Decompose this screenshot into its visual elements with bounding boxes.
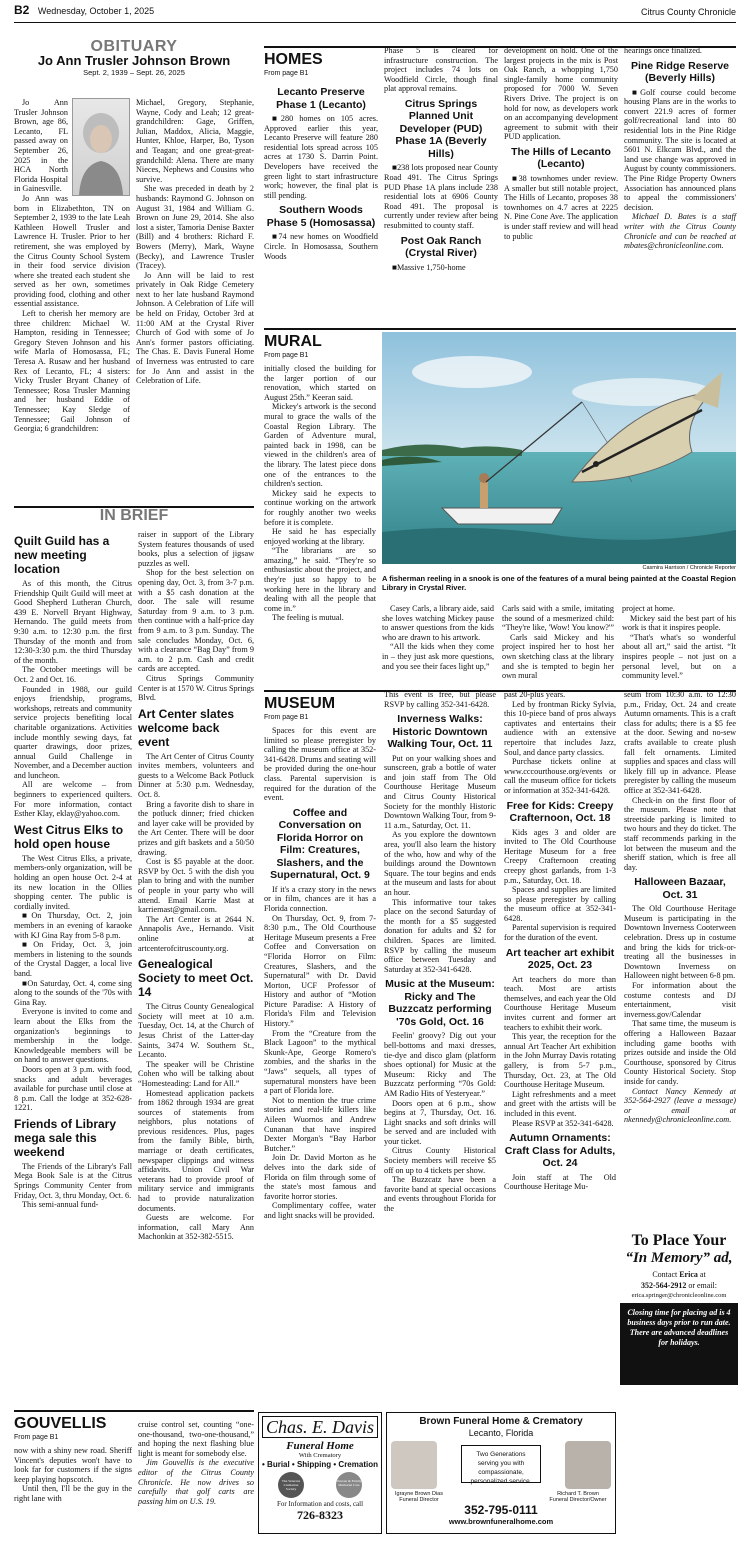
director-photo-right: [565, 1441, 611, 1489]
southern-heading: Southern Woods Phase 5 (Homosassa): [266, 204, 376, 229]
obit-para: Michael, Gregory, Stephanie, Wayne, Cody and Leah; 12 great-grandchildren: Gage, Griffen, Julian, Maddox, Alicia, Maggie, Hunter, Khloe, Harper, Bo, Tyson and Teagan; and one great-great-grandchild: Alena. There are many Nieces, Nephews and Cousins who survive.: [136, 98, 254, 184]
mural-photo: [382, 332, 736, 564]
davis-phone: 726-8323: [297, 1508, 343, 1522]
story-para: Carls said with a smile, imitating the sound of a mesmerized child: “They're like, 'Wow! You know?'”: [502, 604, 614, 633]
mural-col-b2: [502, 604, 614, 681]
story-para: This informative tour takes place on the second Saturday of the month for a $5 suggested donation for adults and $2 for children. Spaces are limited. RSVP by calling the museum office between Tuesday and Saturday at 352-341-6428.: [384, 897, 496, 974]
story-para: “The librarians are so amazing,” he said. “They're so enthusiastic about the project, and they're just so happy to be working here in the library and dealing with all the people that come in.”: [264, 546, 376, 613]
portrait-image: [73, 99, 129, 195]
museum-title: MUSEUM: [264, 690, 736, 713]
inbrief-col-1: [14, 530, 132, 1410]
museum-col-4: [624, 690, 736, 1210]
fisherman-mural-image: [382, 332, 736, 564]
brown-names: [387, 1491, 615, 1503]
story-para: initially closed the building for the larger portion of our renovation, which started on August 25th.” Keeran said.: [264, 364, 376, 402]
story-para: ■ 38 townhomes under review. A smaller but still notable project, The Hills of Lecanto, proposes 38 townhomes on 4.7 acres at 2225 N. Pine Cone Ave. The application is under staff review and will head to public: [504, 174, 618, 241]
story-para: Light refreshments and a meet and greet with the artists will be included in this event.: [504, 1089, 616, 1118]
brown-funeral-ad: [386, 1412, 616, 1534]
obituary-name: Jo Ann Trusler Johnson Brown: [37, 52, 231, 68]
brown-body: [387, 1439, 615, 1491]
inbrief-title: IN BRIEF: [99, 507, 169, 524]
story-para: Check-in on the first floor of the museum. Please note that streetside parking is limited to two hours and they do ticket. The staff recommends parking in the lot between the museum and the sheriff station, which is free all day.: [624, 795, 736, 872]
museum-tagline: Contact Nancy Kennedy at 352-564-2927 (leave a message) or email at nkennedy@chronicleonline.com.: [624, 1086, 736, 1125]
brief-para: Everyone is invited to come and learn about the Elks from the organization's beginnings to membership in the lodge. Knowledgeable members will be on hand to answer questions.: [14, 1007, 132, 1065]
memory-ad-contact: Contact Erica at: [652, 1270, 706, 1279]
memory-ad-email[interactable]: erica.springer@chronicleonline.com: [631, 1292, 727, 1299]
memorial-seal-icon: Veteran & Family Memorial Care: [336, 1472, 362, 1498]
autumn-heading: Autumn Ornaments: Craft Class for Adults, Oct. 24: [504, 1132, 616, 1170]
story-para: Join Dr. David Morton as he delves into the dark side of Florida on film through some of the state's most famous and favorite horror stories.: [264, 1153, 376, 1201]
story-para: Mickey said the best part of his work is that it inspires people.: [622, 613, 736, 633]
brief-para: The Friends of the Library's Fall Mega Book Sale is at the Citrus Springs Community Center from Friday, Oct. 3, thru Monday, Oct. 6.: [14, 1161, 132, 1200]
story-para: ■ Massive 1,750-home: [384, 263, 498, 273]
walk-heading: Inverness Walks: Historic Downtown Walking Tour, Oct. 11: [387, 713, 493, 751]
story-para: Kids ages 3 and older are invited to The Old Courthouse Heritage Museum for a free Creepy Crafternoon creating creepy ghost garlands, from 1-3 p.m., Saturday, Oct. 18.: [504, 827, 616, 885]
museum-col-3: [504, 690, 616, 1406]
story-para: ■ Golf course could become housing Plans are in the works to convert 221.9 acres of former golf/recreational land into 80 residential lots in the Pine Ridge community. The site is located at 5601 N. Elkcam Blvd., and the land use change was approved in August by county commissioners. The Pine Ridge Property Owners Association has announced plans to appeal the commissioners' decision.: [624, 88, 736, 213]
davis-name: Chas. E. Davis: [262, 1416, 378, 1438]
brief-para: The Citrus County Genealogical Society will meet at 10 a.m. Tuesday, Oct. 14, at the Church of Jesus Christ of the Latter-day Saints, 3474 W. Southern St., Lecanto.: [138, 1002, 254, 1060]
obituary-col-1-body: [14, 98, 130, 434]
brief-para: The speaker will be Christine Cohen who will be talking about “Homesteading: Land for All.”: [138, 1059, 254, 1088]
obituary-section-title: OBITUARY: [90, 38, 178, 55]
mural-from: From page B1: [264, 352, 309, 359]
homes-col-1: [264, 82, 378, 261]
memory-ad-phone: 352-564-2912 or email:: [641, 1281, 717, 1290]
davis-sub: Funeral Home: [286, 1440, 354, 1452]
story-para: “All the kids when they come in – they just ask more questions, and you see their faces light up,”: [382, 642, 494, 671]
genealogy-heading: Genealogical Society to meet Oct. 14: [138, 957, 254, 1000]
story-para: Join staff at The Old Courthouse Heritage Mu-: [504, 1172, 616, 1192]
story-para: ■ 238 lots proposed near County Road 491. The Citrus Springs PUD Phase 1A plans include 238 residential lots at 6906 County Road 491. The proposal is currently under review after being resubmitted to county staff.: [384, 163, 498, 230]
story-para: Carls said Mickey and his project inspired her to host her own sketching class at the library and she is tempted to begin her own mural: [502, 632, 614, 681]
brief-para: ■ On Saturday, Oct. 4, come sing along to the sounds of the '70s with Gina Ray.: [14, 979, 132, 1008]
davis-seals: [262, 1472, 378, 1498]
obituary-col-2: [136, 98, 254, 386]
header-rule: [14, 22, 736, 23]
story-para: This year, the reception for the annual Art Teacher Art exhibition in the John Murray Davis rotating gallery, is from 5-7 p.m., Thursday, Oct. 23, at The Old Courthouse Heritage Museum.: [504, 1032, 616, 1090]
elks-heading: West Citrus Elks to hold open house: [14, 822, 124, 851]
postoak-heading: Post Oak Ranch (Crystal River): [400, 234, 482, 260]
page-number: B2: [14, 3, 30, 17]
story-para: That same time, the museum is offering a Halloween Bazaar including game booths with prizes outside and inside the Old Courthouse, sponsored by Citrus County Historical Society. Stop inside for candy.: [624, 1019, 736, 1086]
obituary-photo: [72, 98, 130, 196]
homes-title: HOMES: [264, 46, 736, 69]
brief-para: Guests are welcome. For information, call Mary Ann Machonkin at 352-382-5515.: [138, 1213, 254, 1242]
story-para: Mickey's artwork is the second mural to grace the walls of the Coastal Region Library. The Garden of Adventure mural, painted back in 1998, can be viewed in the children's area of the library. The latest piece dons one of the entrances to the children's section.: [264, 402, 376, 489]
museum-col-1: [264, 726, 376, 1406]
story-para: Doors open at 6 p.m., show begins at 7, Thursday, Oct. 16. Light snacks and soft drinks will be served and are included with your ticket.: [384, 1098, 496, 1146]
story-para: ■ 280 homes on 105 acres. Approved earlier this year, Lecanto Preserve will feature 280 residential lots spread across 105 acres at 1730 S. Darrin Point. Developers have received the green light to start infrastructure work; however, the final plat is still pending.: [264, 114, 378, 200]
gouvellis-title: GOUVELLIS: [14, 1410, 254, 1433]
story-para: The Buzzcatz have been a favorite band at special occasions and events throughout Florida for the: [384, 1175, 496, 1214]
story-para: now with a shiny new road. Sheriff Vincent's deputies won't have to look far for customers if the signs keep playing hopscotch.: [14, 1446, 132, 1484]
story-para: Citrus County Historical Society members will receive $5 off on up to 4 tickets per show.: [384, 1146, 496, 1175]
story-para: Not to mention the true crime stories and real-life killers like Aileen Wuornos and Andrew Cunanan that have inspired Dexter Morgan's “Bay Harbor Butcher.”: [264, 1095, 376, 1153]
davis-services: • Burial • Shipping • Cremation: [262, 1460, 378, 1469]
story-para: From the “Creature from the Black Lagoon” to the mythical Skunk-Ape, George Romero's zombies, and the sharks in the “Jaws” sequels, all types of supernatural monsters have been a part of Florida lore.: [264, 1028, 376, 1096]
story-para: Art teachers do more than teach. Most are artists themselves, and each year the Old Courthouse Heritage Museum invites current and former art teachers to exhibit their work.: [504, 974, 616, 1032]
pine-heading: Pine Ridge Reserve (Beverly Hills): [630, 59, 730, 85]
brown-web[interactable]: www.brownfuneralhome.com: [448, 1517, 554, 1526]
teacher-heading: Art teacher art exhibit 2025, Oct. 23: [505, 946, 615, 972]
brown-name: Brown Funeral Home & Crematory: [419, 1416, 583, 1427]
brief-para: Citrus Springs Community Center is at 1570 W. Citrus Springs Blvd.: [138, 673, 254, 703]
story-para: hearings once finalized.: [624, 46, 702, 55]
coffee-heading: Coffee and Conversation on Florida Horror on Film: Creatures, Slashers, and the Supernatural, Oct. 9: [270, 806, 370, 882]
brief-para: All are welcome – from beginners to experienced quilters. For more information, contact Esther Klay, eklay@yahoo.com.: [14, 780, 132, 819]
brief-para: The West Citrus Elks, a private, members-only organization, will be holding an open house Oct. 2-4 at its new location in the Ollies shopping center. The public is cordially invited.: [14, 853, 132, 911]
gouvellis-col-1: [14, 1446, 132, 1504]
brief-para: Shop for the best selection on opening day, Oct. 3, from 3-7 p.m. with a $5 cash donation at the door. The sale will resume Saturday from 9 a.m. to 3 p.m. then continue with a half-price day from 9 a.m. to 3 p.m. Sunday. The sale concludes Monday, Oct. 6, with a clearance “Bag Day” from 9 a.m. to 2 p.m. Cash and credit cards are accepted.: [138, 568, 254, 674]
obit-para: Jo Ann will be laid to rest privately in Oak Ridge Cemetery next to her late husband Raymond Johnson. A Celebration of Life will be held on Friday, October 3rd at 11:00 AM at the Crystal River Church of God with some of Jo Ann's former pastors officiating. The Chas. E. Davis Funeral Home of Inverness was entrusted to care for Jo Ann and assist in the Celebration of Life.: [136, 270, 254, 386]
right-director: Richard T. Brown Funeral Director/Owner: [549, 1491, 607, 1503]
story-para: The feeling is mutual.: [272, 613, 344, 623]
story-para: Until then, I'll be the guy in the right lane with: [14, 1484, 132, 1503]
kids-heading: Free for Kids: Creepy Crafternoon, Oct. 18: [506, 799, 614, 825]
story-para: On Thursday, Oct. 9, from 7-8:30 p.m., The Old Courthouse Heritage Museum presents a Free Coffee and Conversation on “Florida Horror on Film: Creatures, Slashers, and the Supernatural” with Dr. David Morton, UCF Professor of History and author of “Motion Picture Paradise: A History of Florida's Film and Television History.”: [264, 913, 376, 1029]
homes-col-3: [504, 46, 618, 241]
bazaar-heading: Halloween Bazaar, Oct. 31: [634, 876, 726, 901]
brief-para: Bring a favorite dish to share in the potluck dinner; fried chicken and layer cake will be provided by the Art Center. There will be door prizes and gift baskets and a 50/50 drawing.: [138, 799, 254, 857]
story-para: project at home.: [622, 604, 675, 613]
photo-credit: Casmira Harrison / Chronicle Reporter: [642, 565, 736, 571]
story-para: Mickey said he expects to continue working on the artwork for roughly another two weeks before it is complete.: [264, 488, 376, 527]
photo-caption: A fisherman reeling in a snook is one of the features of a mural being painted at the Coastal Region Library in Crystal River.: [382, 574, 736, 592]
in-memory-ad: [620, 1232, 738, 1410]
director-photo-left: [391, 1441, 437, 1489]
brown-motto: Two Generations serving you with compassionate, personalized service.: [461, 1445, 541, 1483]
story-para: Purchase tickets online at www.cccourthouse.org/events or call the museum office for tickets or information at 352-341-6428.: [504, 757, 616, 795]
header-date: Wednesday, October 1, 2025: [37, 6, 155, 16]
left-director: Igrayne Brown Dias Funeral Director: [395, 1491, 443, 1503]
story-para: “That's what's so wonderful about all art,” said the artist. “It inspires people – not just on a personal level, but on a community level.”: [622, 632, 736, 681]
story-para: Put on your walking shoes and sunscreen, grab a bottle of water and join staff from The Old Courthouse Heritage Museum and Citrus County Historical Society for the monthly Historic Downtown Walking Tour, from 9-11 a.m., Saturday, Oct. 11.: [384, 753, 496, 830]
brief-para: Doors open at 3 p.m. with food, snacks and adult beverages available for purchase until close at 8 p.m. Call the lodge at 352-628-1221.: [14, 1064, 132, 1113]
inbrief-header: [14, 506, 254, 524]
mural-col-b1: [382, 604, 494, 671]
memory-ad-line1: To Place Your: [631, 1232, 727, 1249]
brief-para: ■ On Friday, Oct. 3, join members in listening to the sounds of the Crystal Dagger, a local live band.: [14, 940, 132, 978]
obit-para: Left to cherish her memory are three children: Michael W. Hampton, residing in Tennessee; Gregory Steven Johnson and his wife Marla of Homosassa, FL; Teresa A. Rusaw and her husband Rex of Lecanto, FL; 4 sisters: Vicky Trusler Bryant Chaney of Tennessee; Rosa Trusler Manning and her husband Eddie of Tennessee; Kay Sledge of Tennessee; Gail Johnson of Georgia; 6 grandchildren:: [14, 309, 130, 434]
story-para: As you explore the downtown area, you'll also learn the history of the who, how and why of the buildings around the Downtown Square. The tour begins and ends at the museum and lasts for about an hour.: [384, 830, 496, 897]
story-para: Please RSVP at 352-341-6428.: [512, 1118, 614, 1128]
brief-para: The Art Center of Citrus County invites members, volunteers and guests to a Welcome Back Potluck Dinner at 5:30 p.m. Wednesday, Oct. 8.: [138, 751, 254, 800]
story-para: Parental supervision is required for the duration of the event.: [504, 923, 616, 943]
brief-para: Founded in 1988, our guild enjoys friendship, programs, workshops, retreats and community service projects benefiting local charitable organizations. Activities include monthly sewing days, fat quarter drawings, door prizes, annual Guild Challenge in November, and a December auction and luncheon.: [14, 684, 132, 780]
springs-heading: Citrus Springs Planned Unit Developer (PUD) Phase 1A (Beverly Hills): [395, 97, 487, 160]
memory-ad-closing: Closing time for placing ad is 4 business days prior to run date. There are advanced deadlines for holidays.: [620, 1303, 738, 1385]
story-para: For information about the costume contests and DJ entertainment, visit inverness.gov/Calendar: [624, 981, 736, 1019]
story-para: cruise control set, counting “one-one-thousand, two-one-thousand,” and hoping the next flashing blue light is meant for somebody else.: [138, 1420, 254, 1458]
page-header: [14, 3, 736, 22]
brief-para: raiser in support of the Library System features thousands of used books, plus a selection of jigsaw puzzles as well.: [138, 530, 254, 568]
gouvellis-tagline: Jim Gouvellis is the executive editor of the Citrus County Chronicle. He now drives so carefully that golf carts are passing him on U.S. 19.: [138, 1458, 254, 1506]
mural-col-b3: [622, 604, 736, 681]
story-para: He said he has especially enjoyed working at the library.: [264, 527, 376, 546]
obituary-dates: Sept. 2, 1939 – Sept. 26, 2025: [83, 68, 185, 78]
story-para: Spaces and supplies are limited so please preregister by calling the museum office at 352-341-6428.: [504, 885, 616, 923]
veterans-seal-icon: The Veterans Cremation Society: [278, 1472, 304, 1498]
slates-heading: Art Center slates welcome back event: [138, 706, 235, 749]
inbrief-col-2: [138, 530, 254, 1410]
brief-para: The Art Center is at 2644 N. Annapolis Ave., Hernando. Visit online at artcenterofcitruscounty.org.: [138, 914, 254, 953]
story-para: Complimentary coffee, water and light snacks will be provided.: [264, 1201, 376, 1220]
homes-tagline: Michael D. Bates is a staff writer with the Citrus County Chronicle and can be reached at mbates@chronicleonline.com.: [624, 212, 736, 251]
brief-para: The October meetings will be Oct. 2 and Oct. 16.: [14, 665, 132, 684]
gouvellis-from: From page B1: [14, 1434, 59, 1441]
story-para: ■ 74 new homes on Woodfield Circle. In Homosassa, Southern Woods: [264, 232, 378, 261]
story-para: past 20-plus years.: [504, 690, 566, 699]
music-heading: Music at the Museum: Ricky and The Buzzcatz performing '70s Gold, Oct. 16: [385, 978, 495, 1028]
brief-para: Cost is $5 payable at the door. RSVP by Oct. 5 with the dish you plan to bring and with the number of people in your party who will attend. Email Karrie Mast at karriemast@gmail.com.: [138, 857, 254, 915]
header-paper: Citrus County Chronicle: [640, 7, 736, 17]
homes-from: From page B1: [264, 70, 309, 77]
quilt-heading: Quilt Guild has a new meeting location: [14, 534, 110, 576]
gouvellis-col-2: [138, 1420, 254, 1506]
memory-ad-line2: “In Memory” ad,: [625, 1250, 733, 1266]
obit-para: She was preceded in death by 2 husbands: Raymond G. Johnson on August 31, 1984 and William G. Brown on June 29, 2014. She also lost a sister, Tamoria Denise Baxter (Bill) and 4 brothers: Richard F. Bowers (Merry), Mark, Wayne (Becky), and Lawrence Trusler (Tracey).: [136, 184, 254, 271]
lecanto-heading: Lecanto Preserve Phase 1 (Lecanto): [276, 86, 366, 111]
story-para: development on hold. One of the largest projects in the mix is Post Oak Ranch, a whopping 1,750 single-family home community proposed for 7000 W. Seven Rivers Drive. The project is on hold for now, as developers work on an accompanying development agreement to submit with their PUD application.: [504, 46, 618, 142]
library-heading: Friends of Library mega sale this weekend: [14, 1116, 117, 1159]
story-para: Casey Carls, a library aide, said she loves watching Mickey pause to answer questions from the kids who are drawn to his artwork.: [382, 604, 494, 642]
obituary: [14, 38, 254, 84]
story-para: If it's a crazy story in the news or in film, chances are it has a Florida connection.: [264, 884, 376, 913]
obit-para: Jo Ann Trusler Johnson Brown, age 86, Lecanto, FL passed away on September 26, 2025 in the HCA North Florida Hospital in Gainesville.: [14, 98, 68, 194]
homes-col-4: [624, 46, 736, 251]
museum-from: From page B1: [264, 714, 309, 721]
brown-town: Lecanto, Florida: [468, 1428, 534, 1438]
brown-phone: 352-795-0111: [464, 1503, 538, 1517]
story-para: Led by frontman Ricky Sylvia, this 10-piece band of pros always captivates and entertains their audience with an extensive repertoire that includes Jazz, Soul, and dance party classics.: [504, 699, 616, 757]
obit-para: Jo Ann was born in Elizabethton, TN on September 2, 1939 to the late Leah Kathleen Howell Trusler and Lawrence H. Trusler. Prior to her retirement, she was employed by the Citrus County School System in their food service division where she treated each student she served as her own, sometimes providing food, clothing and other essential assistance.: [14, 193, 130, 309]
mural-col-left: [264, 364, 376, 623]
homes-col-2: [384, 46, 498, 272]
story-para: Phase 5 is cleared for infrastructure construction. The project includes 74 lots on Woodfield Circle, though final plat approval remains.: [384, 46, 498, 94]
mural-title: MURAL: [264, 328, 736, 351]
brief-para: ■ On Thursday, Oct. 2, join members in an evening of karaoke with KJ Gina Ray from 5-8 p.m.: [14, 911, 132, 940]
davis-crem: With Crematory: [298, 1452, 342, 1459]
brief-para: This semi-annual fund-: [22, 1200, 99, 1210]
story-para: This event is free, but please RSVP by calling 352-341-6428.: [384, 690, 496, 709]
brief-para: As of this month, the Citrus Friendship Quilt Guild will meet at Good Shepherd Lutheran Church, 439 E. Norvell Bryant Highway, Hernando. The guild meets from 9:30 a.m. to 12:30 p.m. the first Thursday of the month and from 12:30-3:30 p.m. the third Thursday of the month.: [14, 579, 132, 665]
story-para: Spaces for this event are limited so please preregister by calling the museum office at 352-341-6428. Drums and seating will be provided during the one-hour class. Parental supervision is required for the duration of the event.: [264, 726, 376, 803]
story-para: Feelin' groovy? Dig out your bell-bottoms and maxi dresses, tie-dye and disco glam (platform shoes optional) for Music at the Museum: Ricky and The Buzzcatz performing “70s Gold: AM Radio Hits of Yesteryear.”: [384, 1031, 496, 1098]
story-para: The Old Courthouse Heritage Museum is participating in the Downtown Inverness Cooterween celebration. Dress up in costume and bring the kids for trick-or-treating all the businesses in Downtown Inverness on Halloween night between 6-8 pm.: [624, 904, 736, 981]
hills-heading: The Hills of Lecanto (Lecanto): [511, 145, 611, 171]
story-para: seum from 10:30 a.m. to 12:30 p.m., Friday, Oct. 24 and create Autumn ornaments. This is a craft class for adults; there is a $5 fee at the door. Sewing and no-sew crafts available to create plush fall felt ornaments. Limited supplies and spaces and class will likely fill up in advance. Please preregister by calling the museum office at 352-341-6428.: [624, 690, 736, 795]
brief-para: Homestead application packets from 1862 through 1934 are great sources of statements from neighbors, plus notations of previous residences. Plus, pages from the family Bible, birth, marriage or death certificates, newspaper clippings and witness affidavits. Union Civil War veterans had to provide proof of military service and immigrants had to provide naturalization documents.: [138, 1088, 254, 1213]
davis-info: For Information and costs, call: [276, 1500, 364, 1508]
museum-col-2: [384, 690, 496, 1406]
davis-funeral-ad: [258, 1412, 382, 1534]
